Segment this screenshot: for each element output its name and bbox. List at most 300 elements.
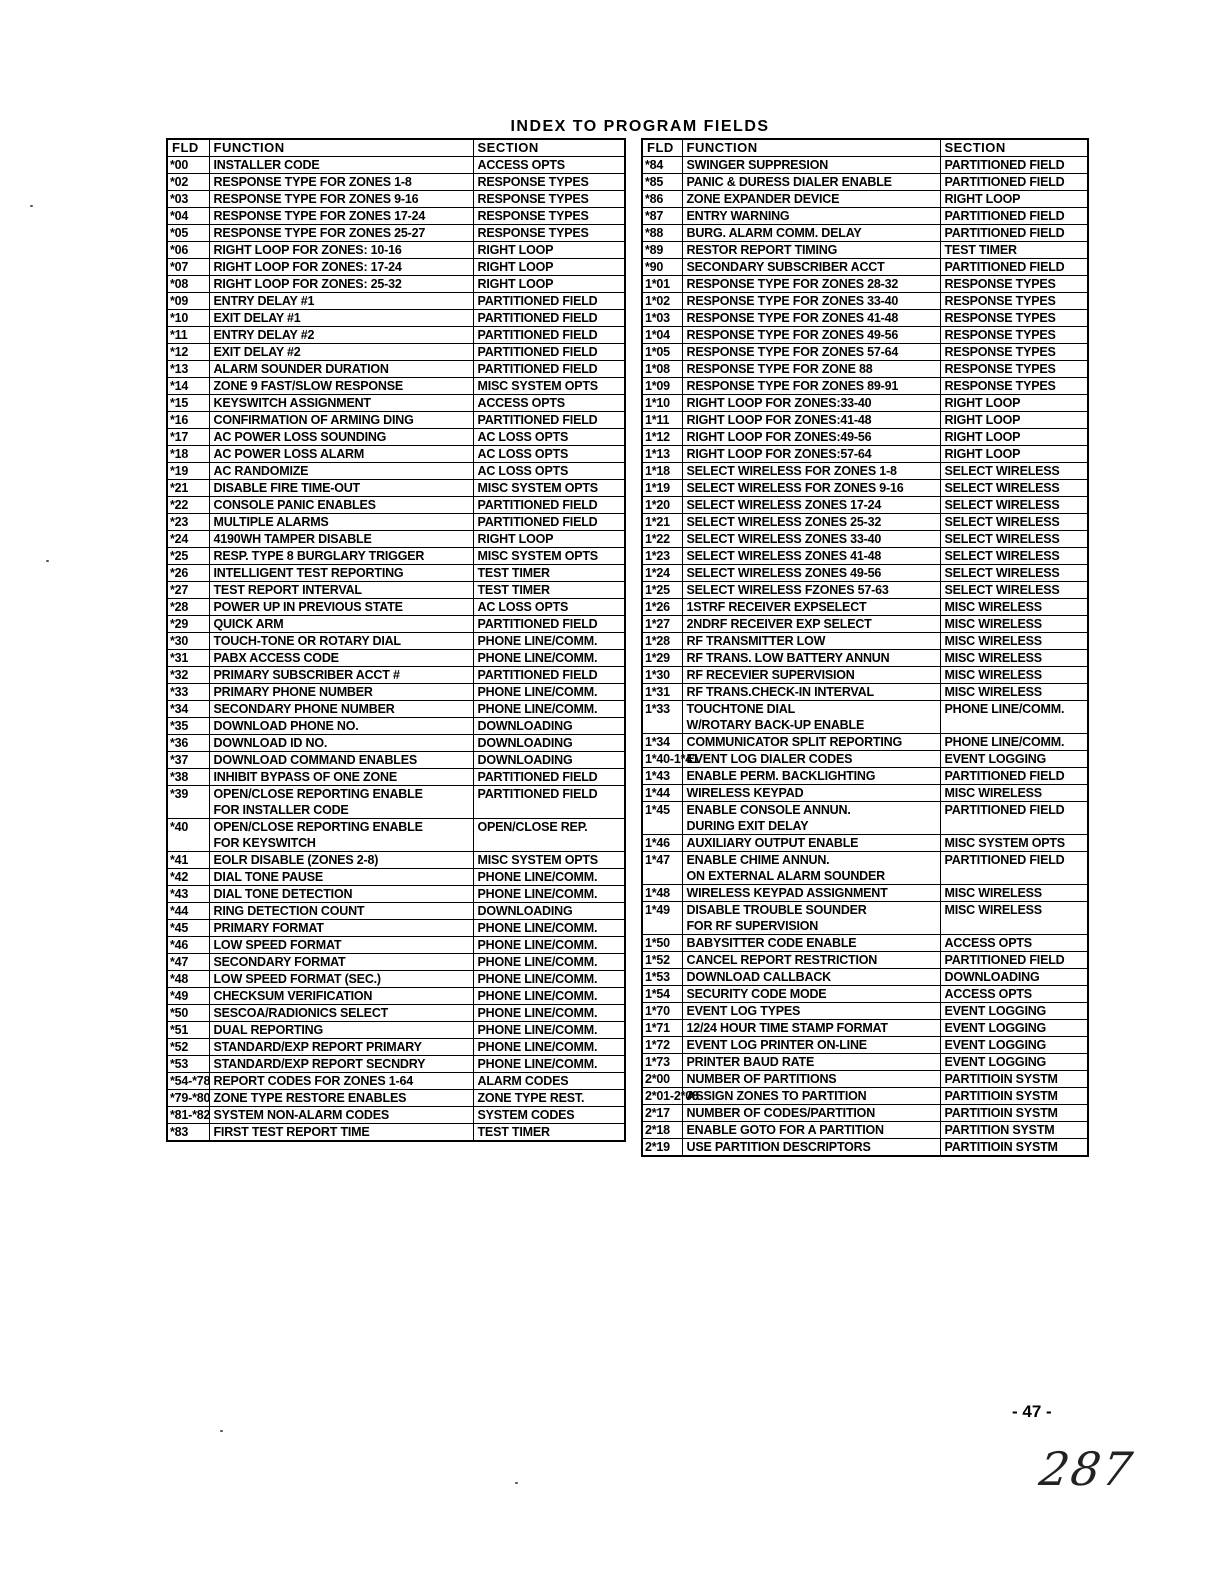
section-cell: PARTITIONED FIELD: [940, 952, 1088, 969]
function-cell: SECONDARY PHONE NUMBER: [209, 701, 473, 718]
fld-cell: 1*70: [642, 1003, 682, 1020]
table-row: [642, 1088, 1088, 1105]
fld-cell: 1*26: [642, 599, 682, 616]
table-row: [642, 1003, 1088, 1020]
program-fields-table-right: [641, 138, 1089, 1157]
fld-cell: 2*18: [642, 1122, 682, 1139]
section-cell: RIGHT LOOP: [473, 259, 625, 276]
fld-cell: *17: [167, 429, 209, 446]
table-row: [167, 954, 625, 971]
fld-cell: 1*10: [642, 395, 682, 412]
table-row: [642, 935, 1088, 952]
function-cell: INSTALLER CODE: [209, 157, 473, 174]
section-cell: SELECT WIRELESS: [940, 480, 1088, 497]
fld-cell: 1*25: [642, 582, 682, 599]
table-row: [167, 1107, 625, 1124]
fld-cell: 1*71: [642, 1020, 682, 1037]
table-row: [167, 531, 625, 548]
function-cell: SECONDARY SUBSCRIBER ACCT: [682, 259, 940, 276]
section-cell: PHONE LINE/COMM.: [473, 988, 625, 1005]
table-row: [642, 1054, 1088, 1071]
fld-cell: 1*03: [642, 310, 682, 327]
table-row: [642, 599, 1088, 616]
table-row: [167, 259, 625, 276]
section-cell: RESPONSE TYPES: [940, 276, 1088, 293]
fld-cell: *04: [167, 208, 209, 225]
function-cell: EXIT DELAY #2: [209, 344, 473, 361]
section-cell: DOWNLOADING: [473, 735, 625, 752]
table-row: [167, 157, 625, 174]
fld-cell: 2*19: [642, 1139, 682, 1157]
fld-cell: *52: [167, 1039, 209, 1056]
fld-cell: *25: [167, 548, 209, 565]
fld-cell: 1*12: [642, 429, 682, 446]
section-cell: RIGHT LOOP: [473, 242, 625, 259]
section-cell: RIGHT LOOP: [473, 531, 625, 548]
fld-cell: *79-*80: [167, 1090, 209, 1107]
section-cell: PHONE LINE/COMM.: [473, 650, 625, 667]
table-row: [642, 174, 1088, 191]
fld-cell: 1*01: [642, 276, 682, 293]
table-row: [642, 1139, 1088, 1157]
table-row: [642, 1020, 1088, 1037]
table-row: [642, 565, 1088, 582]
fld-cell: 1*72: [642, 1037, 682, 1054]
program-fields-table-left: [166, 138, 626, 1142]
section-cell: DOWNLOADING: [473, 903, 625, 920]
table-row: [167, 920, 625, 937]
fld-cell: *30: [167, 633, 209, 650]
fld-cell: *42: [167, 869, 209, 886]
fld-cell: 1*11: [642, 412, 682, 429]
fld-header: FLD: [167, 139, 209, 157]
table-row: [642, 480, 1088, 497]
function-cell: DOWNLOAD ID NO.: [209, 735, 473, 752]
function-cell: ENTRY DELAY #2: [209, 327, 473, 344]
section-cell: PARTITIONED FIELD: [473, 344, 625, 361]
function-cell: ENABLE PERM. BACKLIGHTING: [682, 768, 940, 785]
table-row: [642, 208, 1088, 225]
function-cell: LOW SPEED FORMAT (SEC.): [209, 971, 473, 988]
function-cell: CANCEL REPORT RESTRICTION: [682, 952, 940, 969]
function-cell: BURG. ALARM COMM. DELAY: [682, 225, 940, 242]
fld-cell: *14: [167, 378, 209, 395]
function-cell: SYSTEM NON-ALARM CODES: [209, 1107, 473, 1124]
function-cell: SELECT WIRELESS FOR ZONES 1-8: [682, 463, 940, 480]
function-cell: RIGHT LOOP FOR ZONES: 10-16: [209, 242, 473, 259]
fld-cell: 1*19: [642, 480, 682, 497]
fld-cell: *13: [167, 361, 209, 378]
function-cell: PRIMARY PHONE NUMBER: [209, 684, 473, 701]
fld-cell: *27: [167, 582, 209, 599]
table-row: [167, 293, 625, 310]
handwritten-page-number: 287: [1036, 1442, 1138, 1496]
table-row: [642, 902, 1088, 935]
function-cell: RESPONSE TYPE FOR ZONES 9-16: [209, 191, 473, 208]
table-row: [167, 869, 625, 886]
section-cell: EVENT LOGGING: [940, 751, 1088, 768]
page-number: - 47 -: [1012, 1402, 1052, 1421]
fld-cell: 1*20: [642, 497, 682, 514]
section-cell: DOWNLOADING: [473, 752, 625, 769]
fld-cell: 1*29: [642, 650, 682, 667]
table-row: [642, 751, 1088, 768]
fld-cell: 1*48: [642, 885, 682, 902]
fld-cell: *02: [167, 174, 209, 191]
fld-cell: *39: [167, 786, 209, 819]
table-row: [642, 852, 1088, 885]
table-row: [167, 735, 625, 752]
function-cell: CONSOLE PANIC ENABLES: [209, 497, 473, 514]
table-row: [167, 988, 625, 1005]
function-cell: RESPONSE TYPE FOR ZONES 89-91: [682, 378, 940, 395]
table-row: [167, 1124, 625, 1142]
function-cell: RIGHT LOOP FOR ZONES:57-64: [682, 446, 940, 463]
section-cell: PARTITIONED FIELD: [940, 225, 1088, 242]
fld-cell: *40: [167, 819, 209, 852]
fld-cell: *29: [167, 616, 209, 633]
function-cell: ASSIGN ZONES TO PARTITION: [682, 1088, 940, 1105]
function-cell: LOW SPEED FORMAT: [209, 937, 473, 954]
function-cell: EVENT LOG DIALER CODES: [682, 751, 940, 768]
section-cell: AC LOSS OPTS: [473, 599, 625, 616]
function-cell: SELECT WIRELESS FOR ZONES 9-16: [682, 480, 940, 497]
table-row: [642, 395, 1088, 412]
fld-cell: *43: [167, 886, 209, 903]
function-cell: 12/24 HOUR TIME STAMP FORMAT: [682, 1020, 940, 1037]
function-cell: ALARM SOUNDER DURATION: [209, 361, 473, 378]
fld-cell: *18: [167, 446, 209, 463]
section-cell: TEST TIMER: [473, 1124, 625, 1142]
function-cell: ENABLE CHIME ANNUN. ON EXTERNAL ALARM SOUNDER: [682, 852, 940, 885]
table-row: [167, 701, 625, 718]
function-cell: RESTOR REPORT TIMING: [682, 242, 940, 259]
fld-cell: *88: [642, 225, 682, 242]
fld-header: FLD: [642, 139, 682, 157]
function-cell: SELECT WIRELESS FZONES 57-63: [682, 582, 940, 599]
section-cell: RESPONSE TYPES: [473, 208, 625, 225]
fld-cell: *11: [167, 327, 209, 344]
fld-cell: *51: [167, 1022, 209, 1039]
function-cell: TEST REPORT INTERVAL: [209, 582, 473, 599]
table-row: [167, 1005, 625, 1022]
fld-cell: 1*43: [642, 768, 682, 785]
section-cell: RIGHT LOOP: [473, 276, 625, 293]
fld-cell: 1*05: [642, 344, 682, 361]
fld-cell: *10: [167, 310, 209, 327]
function-cell: QUICK ARM: [209, 616, 473, 633]
section-cell: RESPONSE TYPES: [940, 361, 1088, 378]
fld-cell: 1*30: [642, 667, 682, 684]
fld-cell: *83: [167, 1124, 209, 1142]
function-cell: USE PARTITION DESCRIPTORS: [682, 1139, 940, 1157]
table-row: [167, 1073, 625, 1090]
section-cell: DOWNLOADING: [940, 969, 1088, 986]
table-row: [642, 701, 1088, 734]
function-cell: DIAL TONE DETECTION: [209, 886, 473, 903]
section-cell: ACCESS OPTS: [940, 986, 1088, 1003]
section-cell: DOWNLOADING: [473, 718, 625, 735]
function-cell: RIGHT LOOP FOR ZONES:41-48: [682, 412, 940, 429]
fld-cell: *87: [642, 208, 682, 225]
table-row: [642, 429, 1088, 446]
table-row: [642, 531, 1088, 548]
section-header: SECTION: [473, 139, 625, 157]
table-row: [167, 361, 625, 378]
function-cell: RESPONSE TYPE FOR ZONES 28-32: [682, 276, 940, 293]
section-cell: ACCESS OPTS: [473, 395, 625, 412]
section-cell: TEST TIMER: [473, 565, 625, 582]
function-cell: WIRELESS KEYPAD: [682, 785, 940, 802]
table-row: [642, 633, 1088, 650]
fld-cell: *12: [167, 344, 209, 361]
fld-cell: *53: [167, 1056, 209, 1073]
section-cell: PARTITIONED FIELD: [473, 361, 625, 378]
function-cell: COMMUNICATOR SPLIT REPORTING: [682, 734, 940, 751]
section-cell: MISC SYSTEM OPTS: [473, 378, 625, 395]
fld-cell: *23: [167, 514, 209, 531]
section-cell: MISC WIRELESS: [940, 650, 1088, 667]
section-cell: SELECT WIRELESS: [940, 548, 1088, 565]
table-row: [642, 548, 1088, 565]
function-cell: AC POWER LOSS SOUNDING: [209, 429, 473, 446]
table-row: [167, 971, 625, 988]
table-row: [167, 480, 625, 497]
function-cell: RING DETECTION COUNT: [209, 903, 473, 920]
section-cell: SELECT WIRELESS: [940, 514, 1088, 531]
function-cell: SECONDARY FORMAT: [209, 954, 473, 971]
function-cell: RIGHT LOOP FOR ZONES: 17-24: [209, 259, 473, 276]
fld-cell: *31: [167, 650, 209, 667]
section-cell: RESPONSE TYPES: [473, 191, 625, 208]
function-cell: TOUCH-TONE OR ROTARY DIAL: [209, 633, 473, 650]
function-cell: 4190WH TAMPER DISABLE: [209, 531, 473, 548]
table-row: [642, 293, 1088, 310]
function-cell: RESPONSE TYPE FOR ZONES 41-48: [682, 310, 940, 327]
fld-cell: 1*31: [642, 684, 682, 701]
table-header-row: [642, 139, 1088, 157]
table-row: [642, 650, 1088, 667]
section-cell: PHONE LINE/COMM.: [940, 734, 1088, 751]
function-cell: CHECKSUM VERIFICATION: [209, 988, 473, 1005]
function-cell: PANIC & DURESS DIALER ENABLE: [682, 174, 940, 191]
table-row: [167, 633, 625, 650]
table-row: [642, 242, 1088, 259]
section-cell: PARTITIONED FIELD: [473, 667, 625, 684]
section-cell: PHONE LINE/COMM.: [473, 1005, 625, 1022]
section-cell: PARTITIONED FIELD: [940, 174, 1088, 191]
section-cell: MISC WIRELESS: [940, 633, 1088, 650]
table-row: [167, 819, 625, 852]
function-cell: RIGHT LOOP FOR ZONES:33-40: [682, 395, 940, 412]
section-cell: MISC WIRELESS: [940, 785, 1088, 802]
fld-cell: *06: [167, 242, 209, 259]
fld-cell: *26: [167, 565, 209, 582]
function-cell: FIRST TEST REPORT TIME: [209, 1124, 473, 1142]
section-cell: PHONE LINE/COMM.: [473, 633, 625, 650]
section-cell: PARTITIONED FIELD: [473, 786, 625, 819]
table-row: [167, 684, 625, 701]
section-cell: PHONE LINE/COMM.: [473, 920, 625, 937]
section-cell: PHONE LINE/COMM.: [473, 869, 625, 886]
section-cell: SELECT WIRELESS: [940, 497, 1088, 514]
table-row: [642, 327, 1088, 344]
fld-cell: *38: [167, 769, 209, 786]
table-row: [642, 1122, 1088, 1139]
table-row: [642, 310, 1088, 327]
table-row: [642, 667, 1088, 684]
table-row: [167, 242, 625, 259]
fld-cell: *48: [167, 971, 209, 988]
function-cell: DOWNLOAD PHONE NO.: [209, 718, 473, 735]
function-cell: MULTIPLE ALARMS: [209, 514, 473, 531]
fld-cell: *90: [642, 259, 682, 276]
fld-cell: *28: [167, 599, 209, 616]
fld-cell: 1*44: [642, 785, 682, 802]
function-cell: RIGHT LOOP FOR ZONES: 25-32: [209, 276, 473, 293]
section-cell: RESPONSE TYPES: [473, 174, 625, 191]
table-row: [167, 446, 625, 463]
fld-cell: *81-*82: [167, 1107, 209, 1124]
table-row: [167, 718, 625, 735]
function-cell: EVENT LOG PRINTER ON-LINE: [682, 1037, 940, 1054]
fld-cell: *36: [167, 735, 209, 752]
fld-cell: 1*09: [642, 378, 682, 395]
fld-cell: *49: [167, 988, 209, 1005]
section-cell: RESPONSE TYPES: [940, 378, 1088, 395]
section-cell: MISC WIRELESS: [940, 599, 1088, 616]
table-row: [642, 835, 1088, 852]
function-cell: EOLR DISABLE (ZONES 2-8): [209, 852, 473, 869]
fld-cell: *03: [167, 191, 209, 208]
function-cell: AUXILIARY OUTPUT ENABLE: [682, 835, 940, 852]
function-cell: ENABLE CONSOLE ANNUN. DURING EXIT DELAY: [682, 802, 940, 835]
function-cell: RESPONSE TYPE FOR ZONES 25-27: [209, 225, 473, 242]
table-row: [167, 412, 625, 429]
fld-cell: *33: [167, 684, 209, 701]
fld-cell: 1*18: [642, 463, 682, 480]
fld-cell: 1*46: [642, 835, 682, 852]
fld-cell: 1*28: [642, 633, 682, 650]
section-cell: RIGHT LOOP: [940, 395, 1088, 412]
function-cell: SWINGER SUPPRESION: [682, 157, 940, 174]
function-cell: NUMBER OF PARTITIONS: [682, 1071, 940, 1088]
section-cell: PHONE LINE/COMM.: [473, 1056, 625, 1073]
table-row: [167, 463, 625, 480]
fld-cell: 2*00: [642, 1071, 682, 1088]
function-cell: RESP. TYPE 8 BURGLARY TRIGGER: [209, 548, 473, 565]
section-cell: PHONE LINE/COMM.: [940, 701, 1088, 734]
fld-cell: 1*49: [642, 902, 682, 935]
function-cell: TOUCHTONE DIAL W/ROTARY BACK-UP ENABLE: [682, 701, 940, 734]
section-cell: SELECT WIRELESS: [940, 531, 1088, 548]
section-cell: EVENT LOGGING: [940, 1003, 1088, 1020]
table-row: [167, 395, 625, 412]
fld-cell: 1*23: [642, 548, 682, 565]
function-cell: POWER UP IN PREVIOUS STATE: [209, 599, 473, 616]
function-cell: INTELLIGENT TEST REPORTING: [209, 565, 473, 582]
section-cell: SYSTEM CODES: [473, 1107, 625, 1124]
fld-cell: *05: [167, 225, 209, 242]
fld-cell: 1*24: [642, 565, 682, 582]
table-row: [167, 208, 625, 225]
table-row: [167, 886, 625, 903]
section-cell: RIGHT LOOP: [940, 446, 1088, 463]
function-cell: DISABLE TROUBLE SOUNDER FOR RF SUPERVISION: [682, 902, 940, 935]
function-cell: RESPONSE TYPE FOR ZONES 49-56: [682, 327, 940, 344]
table-row: [167, 786, 625, 819]
fld-cell: 1*27: [642, 616, 682, 633]
table-row: [167, 310, 625, 327]
function-cell: RF TRANSMITTER LOW: [682, 633, 940, 650]
fld-cell: 1*47: [642, 852, 682, 885]
section-cell: PHONE LINE/COMM.: [473, 684, 625, 701]
section-cell: PARTITIONED FIELD: [473, 310, 625, 327]
function-cell: RESPONSE TYPE FOR ZONES 1-8: [209, 174, 473, 191]
function-cell: SELECT WIRELESS ZONES 33-40: [682, 531, 940, 548]
function-cell: ENTRY DELAY #1: [209, 293, 473, 310]
function-cell: DOWNLOAD CALLBACK: [682, 969, 940, 986]
function-cell: CONFIRMATION OF ARMING DING: [209, 412, 473, 429]
section-cell: ZONE TYPE REST.: [473, 1090, 625, 1107]
fld-cell: 1*50: [642, 935, 682, 952]
function-cell: AC RANDOMIZE: [209, 463, 473, 480]
section-cell: TEST TIMER: [473, 582, 625, 599]
table-row: [167, 1056, 625, 1073]
function-cell: AC POWER LOSS ALARM: [209, 446, 473, 463]
section-cell: PARTITIONED FIELD: [473, 293, 625, 310]
function-cell: PABX ACCESS CODE: [209, 650, 473, 667]
section-cell: PHONE LINE/COMM.: [473, 954, 625, 971]
function-cell: WIRELESS KEYPAD ASSIGNMENT: [682, 885, 940, 902]
function-cell: NUMBER OF CODES/PARTITION: [682, 1105, 940, 1122]
table-row: [642, 361, 1088, 378]
table-row: [642, 225, 1088, 242]
fld-cell: *00: [167, 157, 209, 174]
fld-cell: 1*13: [642, 446, 682, 463]
function-cell: RESPONSE TYPE FOR ZONES 17-24: [209, 208, 473, 225]
section-cell: PARTITIONED FIELD: [473, 616, 625, 633]
function-cell: 1STRF RECEIVER EXPSELECT: [682, 599, 940, 616]
table-row: [167, 903, 625, 920]
table-row: [642, 1105, 1088, 1122]
section-cell: PARTITIONED FIELD: [473, 514, 625, 531]
table-row: [642, 684, 1088, 701]
scan-speck: [515, 1482, 518, 1484]
function-cell: EVENT LOG TYPES: [682, 1003, 940, 1020]
section-cell: TEST TIMER: [940, 242, 1088, 259]
section-cell: PARTITION SYSTM: [940, 1122, 1088, 1139]
fld-cell: *19: [167, 463, 209, 480]
table-row: [642, 157, 1088, 174]
function-cell: ZONE TYPE RESTORE ENABLES: [209, 1090, 473, 1107]
fld-cell: *46: [167, 937, 209, 954]
table-row: [167, 378, 625, 395]
section-cell: PARTITIONED FIELD: [940, 259, 1088, 276]
fld-cell: *45: [167, 920, 209, 937]
function-cell: PRINTER BAUD RATE: [682, 1054, 940, 1071]
section-cell: RESPONSE TYPES: [940, 327, 1088, 344]
fld-cell: *41: [167, 852, 209, 869]
section-cell: SELECT WIRELESS: [940, 582, 1088, 599]
table-row: [167, 769, 625, 786]
function-cell: RF TRANS.CHECK-IN INTERVAL: [682, 684, 940, 701]
fld-cell: *16: [167, 412, 209, 429]
function-cell: ENTRY WARNING: [682, 208, 940, 225]
section-cell: PHONE LINE/COMM.: [473, 886, 625, 903]
table-row: [167, 852, 625, 869]
section-cell: RIGHT LOOP: [940, 191, 1088, 208]
